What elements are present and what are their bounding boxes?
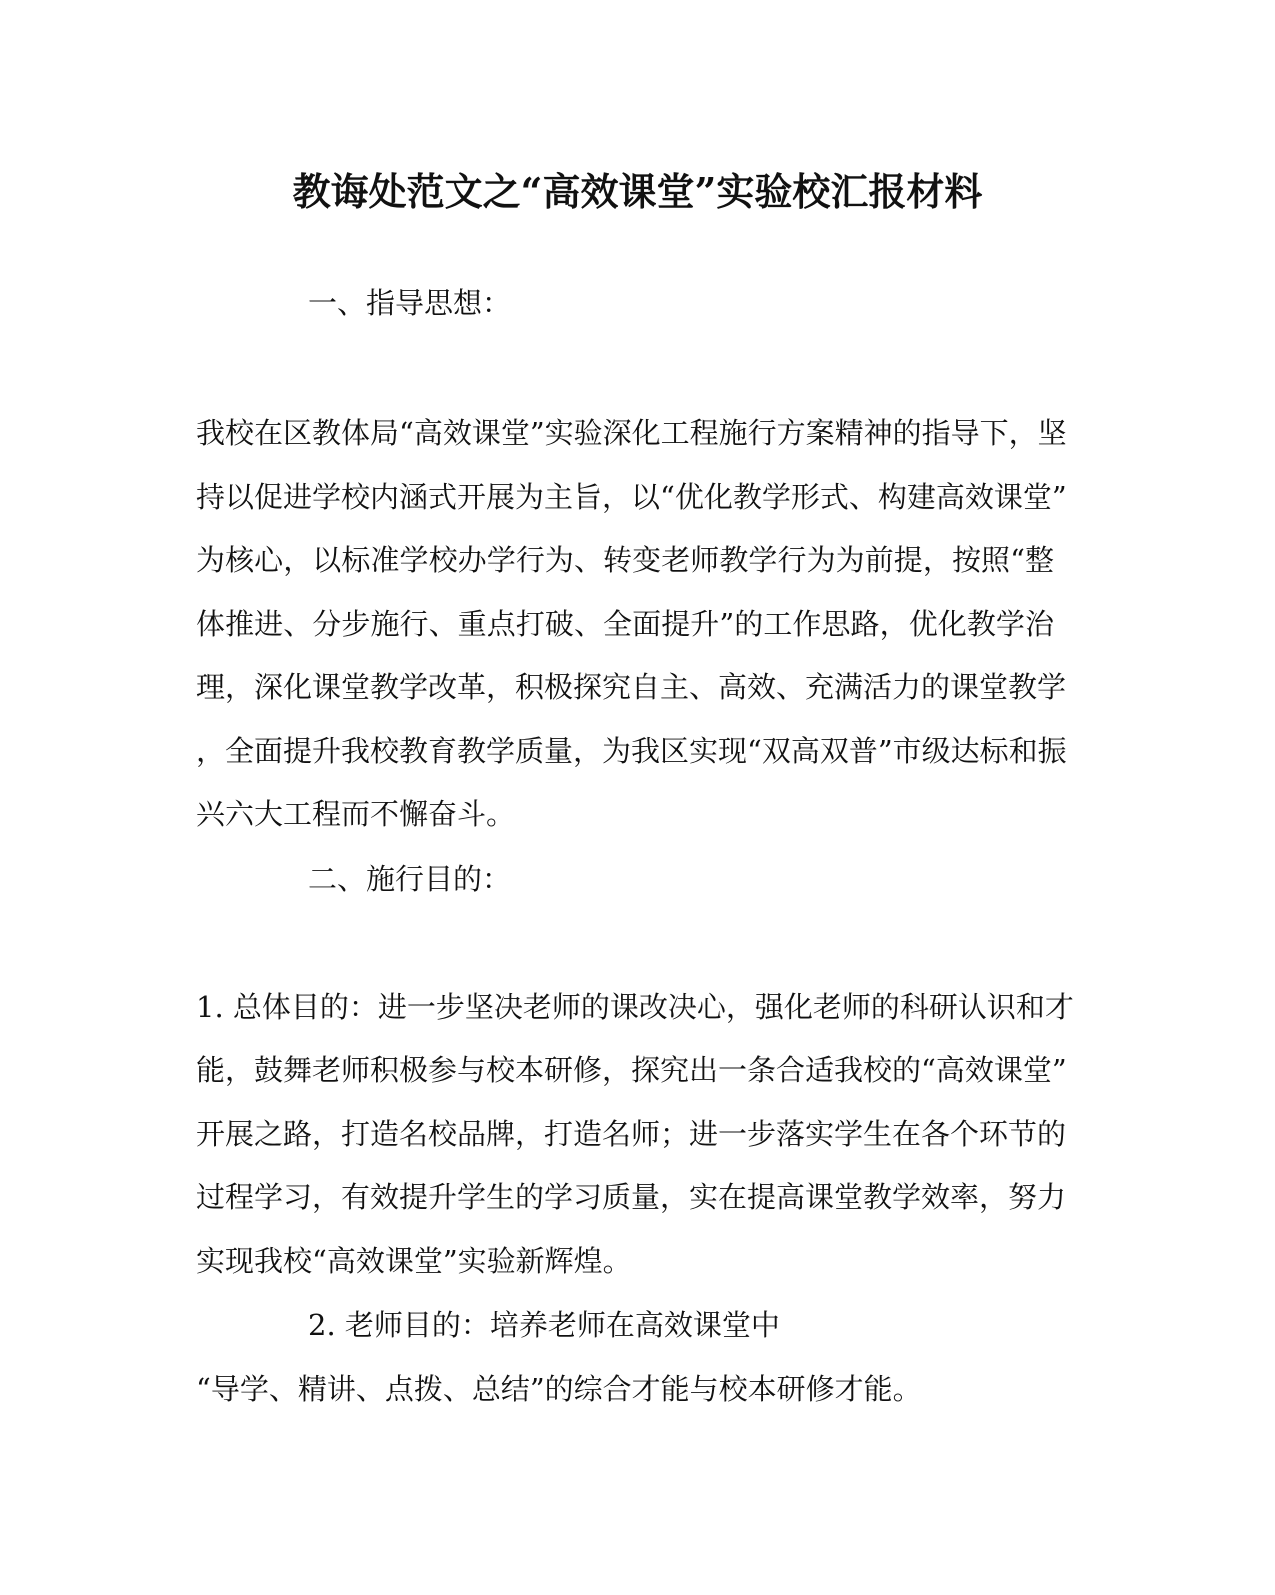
paragraph-line: 开展之路，打造名校品牌，打造名师；进一步落实学生在各个环节的 bbox=[196, 1117, 1067, 1151]
paragraph-line: “导学、精讲、点拨、总结”的综合才能与校本研修才能。 bbox=[196, 1372, 922, 1406]
paragraph-line: 为核心，以标准学校办学行为、转变老师教学行为为前提，按照“整 bbox=[196, 543, 1054, 577]
paragraph-line: 能，鼓舞老师积极参与校本研修，探究出一条合适我校的“高效课堂” bbox=[196, 1053, 1067, 1087]
document-title: 教诲处范文之“高效课堂”实验校汇报材料 bbox=[292, 169, 983, 214]
section-heading-implementation-goals: 二、施行目的： bbox=[308, 862, 512, 896]
paragraph-line: 理，深化课堂教学改革，积极探究自主、高效、充满活力的课堂教学 bbox=[196, 670, 1067, 704]
paragraph-line: 过程学习，有效提升学生的学习质量，实在提高课堂教学效率，努力 bbox=[196, 1180, 1067, 1214]
paragraph-line: 我校在区教体局“高效课堂”实验深化工程施行方案精神的指导下，坚 bbox=[196, 416, 1067, 450]
paragraph-line: 实现我校“高效课堂”实验新辉煌。 bbox=[196, 1244, 632, 1278]
paragraph-line: 体推进、分步施行、重点打破、全面提升”的工作思路，优化教学治 bbox=[196, 607, 1054, 641]
paragraph-line: ，全面提升我校教育教学质量，为我区实现“双高双普”市级达标和振 bbox=[196, 734, 1067, 768]
section-heading-guiding-ideology: 一、指导思想： bbox=[308, 286, 512, 320]
paragraph-line: 2. 老师目的：培养老师在高效课堂中 bbox=[308, 1308, 780, 1342]
paragraph-line: 1. 总体目的：进一步坚决老师的课改决心，强化老师的科研认识和才 bbox=[196, 990, 1074, 1024]
paragraph-line: 兴六大工程而不懈奋斗。 bbox=[196, 797, 516, 831]
paragraph-line: 持以促进学校内涵式开展为主旨，以“优化教学形式、构建高效课堂” bbox=[196, 480, 1067, 514]
